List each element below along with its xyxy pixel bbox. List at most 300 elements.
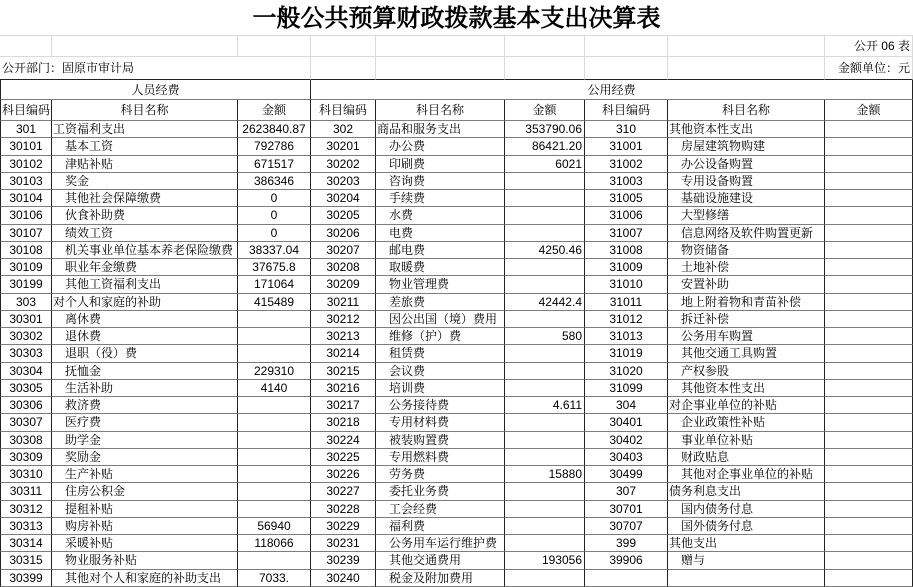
personnel-amount: 4140 xyxy=(238,380,311,397)
expense-group-header-row xyxy=(0,80,913,100)
public-right-subject-name: 拆迁补偿 xyxy=(668,311,825,328)
public-right-subject-name: 物资储备 xyxy=(668,242,825,259)
table-body xyxy=(0,121,913,587)
public-right-subject-name: 其他资本性支出 xyxy=(668,121,825,138)
personnel-amount xyxy=(238,311,311,328)
public-left-subject-name: 被装购置费 xyxy=(376,432,505,449)
table-number: 公开 06 表 xyxy=(825,36,913,57)
public-left-amount xyxy=(505,259,585,276)
public-right-amount xyxy=(825,345,913,362)
personnel-subject-code: 30313 xyxy=(0,518,52,535)
public-left-subject-name: 咨询费 xyxy=(376,173,505,190)
public-left-subject-code: 30227 xyxy=(311,483,376,500)
public-right-subject-code: 30403 xyxy=(585,449,668,466)
public-left-amount: 580 xyxy=(505,328,585,345)
public-right-subject-code: 31009 xyxy=(585,259,668,276)
public-left-subject-name: 工会经费 xyxy=(376,501,505,518)
public-left-amount xyxy=(505,483,585,500)
table-number-row xyxy=(0,36,913,57)
public-right-subject-name: 国外债务付息 xyxy=(668,518,825,535)
grid-cell xyxy=(505,57,585,80)
public-right-amount xyxy=(825,225,913,242)
unit-label: 金额单位：元 xyxy=(825,57,913,80)
public-left-amount xyxy=(505,173,585,190)
table-info-row xyxy=(0,57,913,80)
personnel-subject-name: 采暖补贴 xyxy=(52,535,238,552)
personnel-subject-code: 30309 xyxy=(0,449,52,466)
public-left-subject-name: 培训费 xyxy=(376,380,505,397)
personnel-subject-name: 奖金 xyxy=(52,173,238,190)
table-title: 一般公共预算财政拨款基本支出决算表 xyxy=(0,0,913,36)
personnel-amount: 38337.04 xyxy=(238,242,311,259)
public-left-subject-code: 30204 xyxy=(311,190,376,207)
public-right-subject-name: 债务利息支出 xyxy=(668,483,825,500)
grid-cell xyxy=(376,57,505,80)
public-right-subject-code: 31006 xyxy=(585,207,668,224)
grid-cell xyxy=(585,57,668,80)
header-subject-name: 科目名称 xyxy=(668,100,825,121)
public-left-amount xyxy=(505,276,585,293)
personnel-subject-name: 退职（役）费 xyxy=(52,345,238,362)
public-left-subject-name: 税金及附加费用 xyxy=(376,570,505,587)
public-right-amount xyxy=(825,380,913,397)
table-row xyxy=(0,449,913,466)
personnel-subject-code: 30302 xyxy=(0,328,52,345)
public-right-subject-name: 产权参股 xyxy=(668,363,825,380)
public-right-subject-code: 31010 xyxy=(585,276,668,293)
personnel-subject-code: 30199 xyxy=(0,276,52,293)
personnel-amount: 118066 xyxy=(238,535,311,552)
public-right-subject-name: 地上附着物和青苗补偿 xyxy=(668,294,825,311)
public-right-subject-name: 基础设施建设 xyxy=(668,190,825,207)
public-right-amount xyxy=(825,432,913,449)
public-left-amount: 15880 xyxy=(505,466,585,483)
personnel-expense-header: 人员经费 xyxy=(0,80,311,100)
header-subject-code: 科目编码 xyxy=(311,100,376,121)
personnel-amount: 792786 xyxy=(238,138,311,155)
table-row xyxy=(0,242,913,259)
personnel-amount: 0 xyxy=(238,207,311,224)
public-right-amount xyxy=(825,190,913,207)
personnel-amount: 415489 xyxy=(238,294,311,311)
public-right-amount xyxy=(825,414,913,431)
grid-cell xyxy=(668,36,825,57)
header-subject-code: 科目编码 xyxy=(0,100,52,121)
personnel-subject-name: 基本工资 xyxy=(52,138,238,155)
public-right-amount xyxy=(825,173,913,190)
table-row xyxy=(0,483,913,500)
public-left-subject-code: 30207 xyxy=(311,242,376,259)
personnel-subject-name: 生活补助 xyxy=(52,380,238,397)
public-right-subject-code: 30499 xyxy=(585,466,668,483)
public-right-amount xyxy=(825,294,913,311)
personnel-subject-code: 30312 xyxy=(0,501,52,518)
public-right-amount xyxy=(825,121,913,138)
header-amount: 金额 xyxy=(825,100,913,121)
personnel-subject-name: 医疗费 xyxy=(52,414,238,431)
public-left-subject-name: 维修（护）费 xyxy=(376,328,505,345)
personnel-subject-code: 30304 xyxy=(0,363,52,380)
public-right-subject-name: 其他对企事业单位的补贴 xyxy=(668,466,825,483)
department-label: 公开部门：固原市审计局 xyxy=(0,57,311,80)
grid-cell xyxy=(52,36,238,57)
table-row xyxy=(0,190,913,207)
personnel-amount xyxy=(238,328,311,345)
public-right-subject-code: 31013 xyxy=(585,328,668,345)
public-right-amount xyxy=(825,259,913,276)
personnel-subject-code: 30315 xyxy=(0,552,52,569)
personnel-subject-code: 30307 xyxy=(0,414,52,431)
public-left-subject-name: 办公费 xyxy=(376,138,505,155)
personnel-amount xyxy=(238,466,311,483)
personnel-subject-name: 其他社会保障缴费 xyxy=(52,190,238,207)
table-row xyxy=(0,173,913,190)
personnel-subject-name: 奖励金 xyxy=(52,449,238,466)
public-right-subject-code: 31001 xyxy=(585,138,668,155)
personnel-amount: 2623840.87 xyxy=(238,121,311,138)
public-left-subject-name: 印刷费 xyxy=(376,156,505,173)
public-left-amount xyxy=(505,414,585,431)
public-left-amount: 42442.4 xyxy=(505,294,585,311)
grid-cell xyxy=(668,57,825,80)
personnel-amount xyxy=(238,432,311,449)
public-right-amount xyxy=(825,449,913,466)
grid-cell xyxy=(505,36,585,57)
public-right-subject-code: 31003 xyxy=(585,173,668,190)
table-row xyxy=(0,328,913,345)
table-row xyxy=(0,535,913,552)
public-left-amount xyxy=(505,345,585,362)
personnel-subject-code: 30308 xyxy=(0,432,52,449)
table-row xyxy=(0,156,913,173)
public-left-subject-code: 30226 xyxy=(311,466,376,483)
personnel-subject-code: 30104 xyxy=(0,190,52,207)
public-right-subject-code: 31019 xyxy=(585,345,668,362)
public-left-subject-code: 30228 xyxy=(311,501,376,518)
public-left-subject-code: 30225 xyxy=(311,449,376,466)
public-right-amount xyxy=(825,570,913,587)
personnel-subject-code: 30305 xyxy=(0,380,52,397)
public-right-subject-name: 公务用车购置 xyxy=(668,328,825,345)
public-left-subject-code: 30213 xyxy=(311,328,376,345)
public-right-subject-code: 39906 xyxy=(585,552,668,569)
public-left-subject-code: 30240 xyxy=(311,570,376,587)
personnel-subject-code: 30306 xyxy=(0,397,52,414)
public-right-amount xyxy=(825,138,913,155)
public-right-amount xyxy=(825,483,913,500)
public-left-subject-code: 30201 xyxy=(311,138,376,155)
table-row xyxy=(0,501,913,518)
table-row xyxy=(0,397,913,414)
public-left-subject-name: 公务用车运行维护费 xyxy=(376,535,505,552)
public-left-subject-name: 租赁费 xyxy=(376,345,505,362)
public-left-subject-code: 30239 xyxy=(311,552,376,569)
public-left-subject-name: 公务接待费 xyxy=(376,397,505,414)
public-right-subject-code: 31005 xyxy=(585,190,668,207)
public-left-subject-code: 30214 xyxy=(311,345,376,362)
personnel-amount xyxy=(238,552,311,569)
public-right-subject-code: 307 xyxy=(585,483,668,500)
personnel-subject-code: 30109 xyxy=(0,259,52,276)
personnel-amount: 0 xyxy=(238,225,311,242)
public-left-amount xyxy=(505,449,585,466)
public-right-amount xyxy=(825,207,913,224)
public-left-subject-code: 30229 xyxy=(311,518,376,535)
public-right-subject-name: 其他支出 xyxy=(668,535,825,552)
table-row xyxy=(0,276,913,293)
public-left-subject-code: 30216 xyxy=(311,380,376,397)
public-right-subject-code: 30707 xyxy=(585,518,668,535)
public-right-subject-name: 房屋建筑物购建 xyxy=(668,138,825,155)
public-right-amount xyxy=(825,311,913,328)
table-row xyxy=(0,294,913,311)
public-left-subject-name: 邮电费 xyxy=(376,242,505,259)
personnel-subject-name: 绩效工资 xyxy=(52,225,238,242)
public-left-amount xyxy=(505,225,585,242)
public-left-subject-code: 30206 xyxy=(311,225,376,242)
public-left-subject-code: 30215 xyxy=(311,363,376,380)
personnel-subject-name: 职业年金缴费 xyxy=(52,259,238,276)
public-right-amount xyxy=(825,156,913,173)
public-right-subject-name: 其他资本性支出 xyxy=(668,380,825,397)
grid-cell xyxy=(311,36,376,57)
public-right-amount xyxy=(825,397,913,414)
public-left-subject-name: 取暖费 xyxy=(376,259,505,276)
table-row xyxy=(0,311,913,328)
personnel-subject-name: 助学金 xyxy=(52,432,238,449)
personnel-subject-name: 工资福利支出 xyxy=(52,121,238,138)
public-left-amount: 6021 xyxy=(505,156,585,173)
public-left-subject-name: 专用燃料费 xyxy=(376,449,505,466)
personnel-subject-code: 303 xyxy=(0,294,52,311)
personnel-amount xyxy=(238,414,311,431)
personnel-subject-name: 其他工资福利支出 xyxy=(52,276,238,293)
personnel-subject-name: 救济费 xyxy=(52,397,238,414)
personnel-subject-code: 30311 xyxy=(0,483,52,500)
public-left-amount xyxy=(505,311,585,328)
personnel-amount: 7033. xyxy=(238,570,311,587)
public-left-subject-code: 302 xyxy=(311,121,376,138)
public-left-amount xyxy=(505,535,585,552)
public-right-amount xyxy=(825,363,913,380)
public-left-amount xyxy=(505,190,585,207)
public-right-subject-code xyxy=(585,570,668,587)
table-row xyxy=(0,259,913,276)
public-left-subject-code: 30217 xyxy=(311,397,376,414)
public-left-amount: 353790.06 xyxy=(505,121,585,138)
public-right-subject-code: 304 xyxy=(585,397,668,414)
public-right-subject-name: 财政贴息 xyxy=(668,449,825,466)
public-right-amount xyxy=(825,328,913,345)
personnel-subject-name: 住房公积金 xyxy=(52,483,238,500)
grid-cell xyxy=(311,57,376,80)
public-right-subject-name: 其他交通工具购置 xyxy=(668,345,825,362)
public-right-subject-name: 事业单位补贴 xyxy=(668,432,825,449)
personnel-amount: 229310 xyxy=(238,363,311,380)
personnel-subject-code: 30399 xyxy=(0,570,52,587)
table-row xyxy=(0,466,913,483)
public-right-subject-code: 31099 xyxy=(585,380,668,397)
public-left-subject-name: 因公出国（境）费用 xyxy=(376,311,505,328)
public-left-amount: 86421.20 xyxy=(505,138,585,155)
public-right-subject-name: 信息网络及软件购置更新 xyxy=(668,225,825,242)
header-amount: 金额 xyxy=(238,100,311,121)
personnel-subject-name: 提租补贴 xyxy=(52,501,238,518)
public-right-subject-name: 赠与 xyxy=(668,552,825,569)
personnel-amount: 171064 xyxy=(238,276,311,293)
personnel-subject-code: 30107 xyxy=(0,225,52,242)
personnel-amount xyxy=(238,345,311,362)
public-left-amount: 4.611 xyxy=(505,397,585,414)
personnel-amount: 671517 xyxy=(238,156,311,173)
public-left-amount: 193056 xyxy=(505,552,585,569)
public-left-subject-code: 30209 xyxy=(311,276,376,293)
public-left-amount xyxy=(505,363,585,380)
personnel-amount: 0 xyxy=(238,190,311,207)
public-right-subject-name: 办公设备购置 xyxy=(668,156,825,173)
personnel-subject-code: 30301 xyxy=(0,311,52,328)
public-right-subject-name: 国内债务付息 xyxy=(668,501,825,518)
header-subject-code: 科目编码 xyxy=(585,100,668,121)
public-right-subject-code: 30402 xyxy=(585,432,668,449)
public-expense-header: 公用经费 xyxy=(311,80,913,100)
public-left-amount: 4250.46 xyxy=(505,242,585,259)
table-row xyxy=(0,225,913,242)
public-left-subject-code: 30202 xyxy=(311,156,376,173)
personnel-subject-name: 离休费 xyxy=(52,311,238,328)
public-right-subject-name: 对企事业单位的补贴 xyxy=(668,397,825,414)
public-right-subject-name: 安置补助 xyxy=(668,276,825,293)
header-subject-name: 科目名称 xyxy=(376,100,505,121)
grid-cell xyxy=(585,36,668,57)
table-row xyxy=(0,138,913,155)
personnel-subject-name: 购房补贴 xyxy=(52,518,238,535)
public-right-subject-code: 399 xyxy=(585,535,668,552)
public-right-subject-name xyxy=(668,570,825,587)
public-right-subject-name: 大型修缮 xyxy=(668,207,825,224)
personnel-subject-name: 其他对个人和家庭的补助支出 xyxy=(52,570,238,587)
public-right-amount xyxy=(825,518,913,535)
table-row xyxy=(0,570,913,587)
personnel-subject-name: 退休费 xyxy=(52,328,238,345)
public-right-subject-code: 30701 xyxy=(585,501,668,518)
public-right-amount xyxy=(825,552,913,569)
personnel-subject-code: 30106 xyxy=(0,207,52,224)
public-left-subject-name: 专用材料费 xyxy=(376,414,505,431)
public-left-subject-code: 30203 xyxy=(311,173,376,190)
public-right-subject-code: 31012 xyxy=(585,311,668,328)
personnel-amount: 56940 xyxy=(238,518,311,535)
personnel-subject-name: 津贴补贴 xyxy=(52,156,238,173)
grid-cell xyxy=(376,36,505,57)
personnel-amount xyxy=(238,501,311,518)
public-left-subject-name: 差旅费 xyxy=(376,294,505,311)
public-right-subject-code: 310 xyxy=(585,121,668,138)
public-right-subject-code: 31008 xyxy=(585,242,668,259)
table-row xyxy=(0,414,913,431)
header-subject-name: 科目名称 xyxy=(52,100,238,121)
personnel-subject-code: 30102 xyxy=(0,156,52,173)
public-left-subject-name: 电费 xyxy=(376,225,505,242)
public-left-subject-name: 手续费 xyxy=(376,190,505,207)
public-left-amount xyxy=(505,207,585,224)
public-left-subject-name: 其他交通费用 xyxy=(376,552,505,569)
public-left-amount xyxy=(505,518,585,535)
public-right-subject-name: 土地补偿 xyxy=(668,259,825,276)
public-right-subject-code: 30401 xyxy=(585,414,668,431)
public-left-subject-code: 30231 xyxy=(311,535,376,552)
personnel-amount: 37675.8 xyxy=(238,259,311,276)
public-right-subject-code: 31002 xyxy=(585,156,668,173)
table-row xyxy=(0,518,913,535)
personnel-subject-code: 30303 xyxy=(0,345,52,362)
personnel-amount: 386346 xyxy=(238,173,311,190)
table-row xyxy=(0,207,913,224)
public-left-subject-code: 30212 xyxy=(311,311,376,328)
public-left-subject-name: 劳务费 xyxy=(376,466,505,483)
public-right-subject-code: 31011 xyxy=(585,294,668,311)
public-left-subject-code: 30211 xyxy=(311,294,376,311)
personnel-subject-code: 30310 xyxy=(0,466,52,483)
public-right-subject-code: 31020 xyxy=(585,363,668,380)
personnel-subject-name: 对个人和家庭的补助 xyxy=(52,294,238,311)
personnel-subject-name: 抚恤金 xyxy=(52,363,238,380)
public-left-subject-code: 30205 xyxy=(311,207,376,224)
personnel-subject-code: 30314 xyxy=(0,535,52,552)
public-right-subject-name: 专用设备购置 xyxy=(668,173,825,190)
column-header-row xyxy=(0,100,913,121)
public-left-subject-name: 委托业务费 xyxy=(376,483,505,500)
table-row xyxy=(0,552,913,569)
public-left-subject-code: 30218 xyxy=(311,414,376,431)
public-left-subject-name: 会议费 xyxy=(376,363,505,380)
table-row xyxy=(0,432,913,449)
personnel-subject-name: 物业服务补贴 xyxy=(52,552,238,569)
header-amount: 金额 xyxy=(505,100,585,121)
personnel-subject-name: 机关事业单位基本养老保险缴费 xyxy=(52,242,238,259)
public-right-amount xyxy=(825,466,913,483)
personnel-subject-name: 伙食补助费 xyxy=(52,207,238,224)
personnel-subject-name: 生产补贴 xyxy=(52,466,238,483)
table-row xyxy=(0,380,913,397)
public-left-amount xyxy=(505,501,585,518)
public-left-subject-name: 福利费 xyxy=(376,518,505,535)
personnel-amount xyxy=(238,483,311,500)
personnel-amount xyxy=(238,449,311,466)
personnel-subject-code: 30101 xyxy=(0,138,52,155)
grid-cell xyxy=(0,36,52,57)
public-left-subject-name: 商品和服务支出 xyxy=(376,121,505,138)
table-row xyxy=(0,121,913,138)
public-left-subject-code: 30208 xyxy=(311,259,376,276)
personnel-subject-code: 301 xyxy=(0,121,52,138)
public-left-subject-name: 物业管理费 xyxy=(376,276,505,293)
public-left-amount xyxy=(505,432,585,449)
grid-cell xyxy=(238,36,311,57)
public-right-amount xyxy=(825,535,913,552)
public-left-amount xyxy=(505,570,585,587)
public-left-subject-name: 水费 xyxy=(376,207,505,224)
public-left-subject-code: 30224 xyxy=(311,432,376,449)
public-right-amount xyxy=(825,242,913,259)
table-row xyxy=(0,363,913,380)
table-row xyxy=(0,345,913,362)
personnel-subject-code: 30108 xyxy=(0,242,52,259)
public-right-amount xyxy=(825,501,913,518)
personnel-amount xyxy=(238,397,311,414)
personnel-subject-code: 30103 xyxy=(0,173,52,190)
public-right-amount xyxy=(825,276,913,293)
